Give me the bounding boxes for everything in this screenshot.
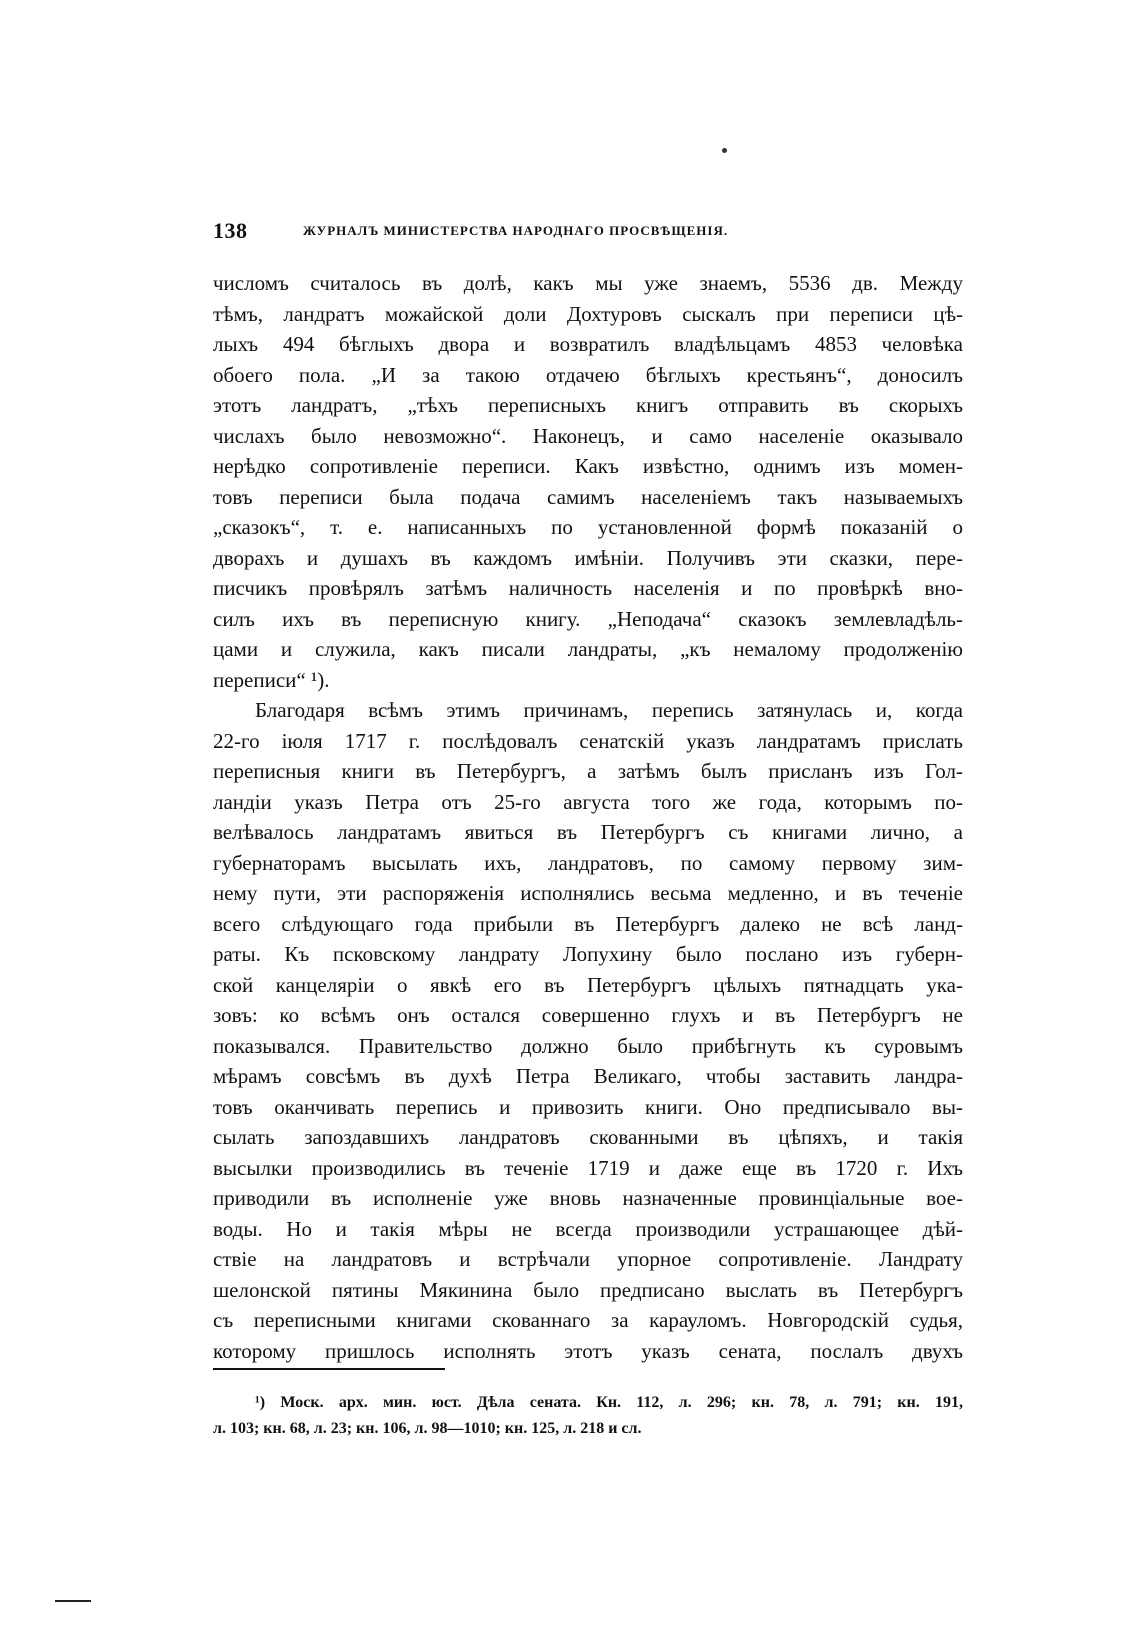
body-line: ской канцеляріи о явкѣ его въ Петербургъ цѣлыхъ пятнадцать ука- bbox=[213, 972, 963, 997]
body-line: „сказокъ“, т. е. написанныхъ по установленной формѣ показаній о bbox=[213, 515, 963, 539]
body-line: которому пришлось исполнять этотъ указъ сената, послалъ двухъ bbox=[213, 1338, 963, 1363]
body-line: числахъ было невозможно“. Наконецъ, и само населеніе оказывало bbox=[213, 423, 963, 448]
page-number: 138 bbox=[213, 218, 248, 243]
body-line: мѣрамъ совсѣмъ въ духѣ Петра Великаго, чтобы заставить ландра- bbox=[213, 1064, 963, 1088]
footnote-line: л. 103; кн. 68, л. 23; кн. 106, л. 98—1010; кн. 125, л. 218 и сл. bbox=[213, 1420, 642, 1437]
footnotes bbox=[213, 1390, 963, 1442]
body-line: нерѣдко сопротивленіе переписи. Какъ извѣстно, однимъ изъ момен- bbox=[213, 454, 963, 478]
body-line: числомъ считалось въ долѣ, какъ мы уже знаемъ, 5536 дв. Между bbox=[213, 271, 963, 295]
body-line: велѣвалось ландратамъ явиться въ Петербургъ съ книгами лично, а bbox=[213, 820, 963, 844]
body-line: переписныя книги въ Петербургъ, а затѣмъ былъ присланъ изъ Гол- bbox=[213, 759, 963, 783]
body-line: товъ оканчивать перепись и привозить книги. Оно предписывало вы- bbox=[213, 1094, 963, 1119]
body-line: силъ ихъ въ переписную книгу. „Неподача“ сказокъ землевладѣль- bbox=[213, 606, 963, 631]
body-line: показывался. Правительство должно было прибѣгнуть къ суровымъ bbox=[213, 1033, 963, 1058]
scan-speck bbox=[722, 148, 727, 153]
margin-mark bbox=[55, 1600, 91, 1602]
body-line: тѣмъ, ландратъ можайской доли Дохтуровъ сыскалъ при переписи цѣ- bbox=[213, 301, 963, 326]
body-line: писчикъ провѣрялъ затѣмъ наличность населенія и по провѣркѣ вно- bbox=[213, 576, 963, 600]
footnote-line: ¹) Моск. арх. мин. юст. Дѣла сената. Кн. 112, л. 296; кн. 78, л. 791; кн. 191, bbox=[255, 1394, 963, 1411]
body-line: нему пути, эти распоряженія исполнялись весьма медленно, и въ теченіе bbox=[213, 881, 963, 905]
body-line: этотъ ландратъ, „тѣхъ переписныхъ книгъ отправить въ скорыхъ bbox=[213, 393, 963, 417]
body-line: съ переписными книгами скованнаго за карауломъ. Новгородскій судья, bbox=[213, 1308, 963, 1332]
body-line: приводили въ исполненіе уже вновь назначенные провинціальные вое- bbox=[213, 1186, 963, 1210]
body-text bbox=[213, 268, 963, 1366]
body-line: воды. Но и такія мѣры не всегда производили устрашающее дѣй- bbox=[213, 1216, 963, 1241]
body-line: обоего пола. „И за такою отдачею бѣглыхъ крестьянъ“, доносилъ bbox=[213, 362, 963, 387]
body-line: ствіе на ландратовъ и встрѣчали упорное сопротивленіе. Ландрату bbox=[213, 1247, 963, 1271]
running-title: ЖУРНАЛЪ МИНИСТЕРСТВА НАРОДНАГО ПРОСВѢЩЕНІЯ. bbox=[303, 223, 729, 238]
body-line: сылать запоздавшихъ ландратовъ скованными въ цѣпяхъ, и такія bbox=[213, 1125, 963, 1149]
body-line: дворахъ и душахъ въ каждомъ имѣніи. Получивъ эти сказки, пере- bbox=[213, 545, 963, 570]
page-header bbox=[213, 218, 963, 248]
body-line: губернаторамъ высылать ихъ, ландратовъ, по самому первому зим- bbox=[213, 850, 963, 875]
footnote-divider bbox=[213, 1368, 445, 1370]
body-line: 22-го іюля 1717 г. послѣдовалъ сенатскій указъ ландратамъ прислать bbox=[213, 728, 963, 753]
paragraph-start-line: Благодаря всѣмъ этимъ причинамъ, перепись затянулась и, когда bbox=[255, 698, 963, 722]
body-line: переписи“ ¹). bbox=[213, 667, 330, 692]
body-line: всего слѣдующаго года прибыли въ Петербургъ далеко не всѣ ланд- bbox=[213, 911, 963, 936]
body-line: лыхъ 494 бѣглыхъ двора и возвратилъ владѣльцамъ 4853 человѣка bbox=[213, 332, 963, 356]
body-line: цами и служила, какъ писали ландраты, „къ немалому продолженію bbox=[213, 637, 963, 661]
body-line: шелонской пятины Мякинина было предписано выслать въ Петербургъ bbox=[213, 1277, 963, 1302]
body-line: высылки производились въ теченіе 1719 и даже еще въ 1720 г. Ихъ bbox=[213, 1155, 963, 1180]
body-line: ландіи указъ Петра отъ 25-го августа того же года, которымъ по- bbox=[213, 789, 963, 814]
body-line: товъ переписи была подача самимъ населеніемъ такъ называемыхъ bbox=[213, 484, 963, 509]
body-line: раты. Къ псковскому ландрату Лопухину было послано изъ губерн- bbox=[213, 942, 963, 966]
body-line: зовъ: ко всѣмъ онъ остался совершенно глухъ и въ Петербургъ не bbox=[213, 1003, 963, 1027]
